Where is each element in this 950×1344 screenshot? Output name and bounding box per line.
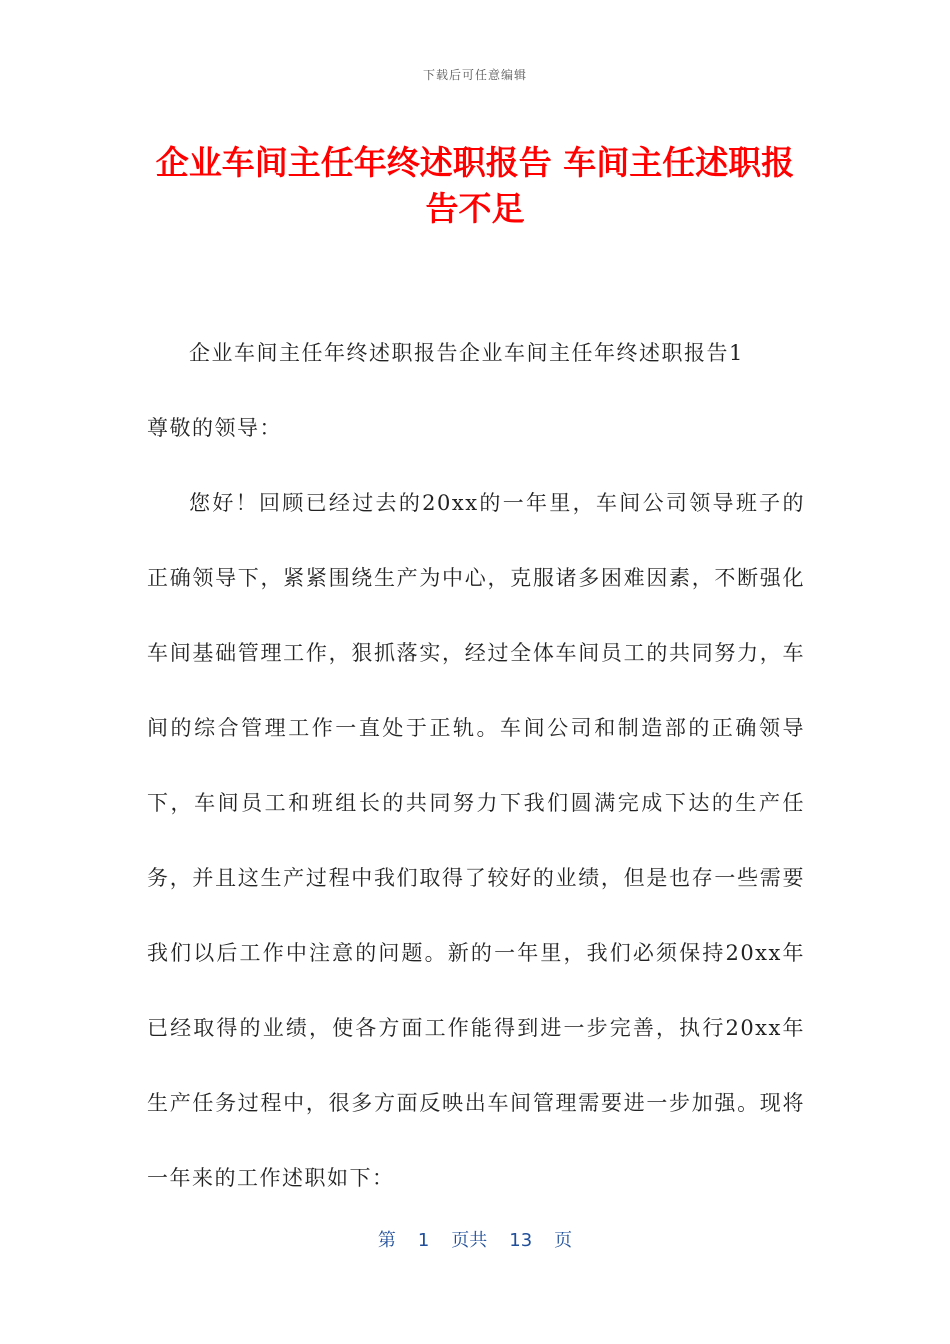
footer-page-prefix: 第 xyxy=(377,1230,396,1251)
page-footer xyxy=(0,1226,950,1252)
footer-page-suffix: 页 xyxy=(554,1230,573,1251)
header-note: 下载后可任意编辑 xyxy=(422,68,527,82)
document-body xyxy=(147,316,805,1216)
paragraph-salutation: 尊敬的领导： xyxy=(147,416,282,440)
footer-page-number: 1 xyxy=(417,1230,430,1251)
document-title: 企业车间主任年终述职报告 车间主任述职报告不足 xyxy=(155,143,795,228)
footer-page-total: 13 xyxy=(509,1230,533,1251)
paragraph-main: 您好！回顾已经过去的20xx的一年里，车间公司领导班子的正确领导下，紧紧围绕生产为中心，克服诸多困难因素，不断强化车间基础管理工作，狠抓落实，经过全体车间员工的共同努力，车间的综合管理工作一直处于正轨。车间公司和制造部的正确领导下，车间员工和班组长的共同努力下我们圆满完成下达的生产任务，并且这生产过程中我们取得了较好的业绩，但是也存一些需要我们以后工作中注意的问题。新的一年里，我们必须保持20xx年已经取得的业绩，使各方面工作能得到进一步完善，执行20xx年生产任务过程中，很多方面反映出车间管理需要进一步加强。现将一年来的工作述职如下： xyxy=(147,491,805,1190)
footer-page-middle: 页共 xyxy=(451,1230,488,1251)
paragraph-intro: 企业车间主任年终述职报告企业车间主任年终述职报告1 xyxy=(189,341,744,365)
